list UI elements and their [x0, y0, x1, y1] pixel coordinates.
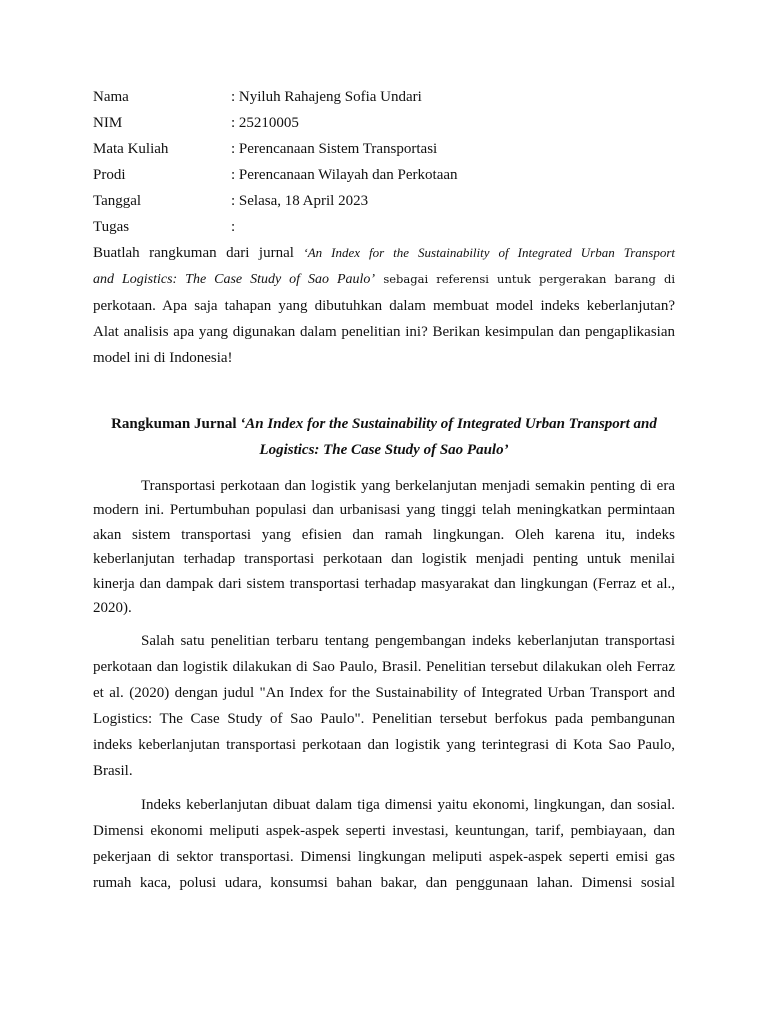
field-label: Prodi	[93, 167, 126, 183]
text-line: Dimensi ekonomi meliputi aspek-aspek seperti investasi, keuntungan, tarif, pembiayaan, dan	[93, 823, 675, 839]
field-prodi	[93, 162, 675, 188]
body-paragraph	[93, 474, 675, 620]
field-mata-kuliah	[93, 136, 675, 162]
text-line: rumah kaca, polusi udara, konsumsi bahan bakar, dan penggunaan lahan. Dimensi sosial	[93, 875, 675, 891]
text-line: keberlanjutan terhadap transportasi perkotaan dan logistik menjadi penting untuk menilai	[93, 551, 675, 568]
text-line: Logistics: The Case Study of Sao Paulo". Penelitian tersebut berfokus pada pembangunan	[93, 711, 675, 727]
text-line: Indeks keberlanjutan dibuat dalam tiga dimensi yaitu ekonomi, lingkungan, dan sosial.	[141, 797, 675, 813]
task-text: sebagai referensi untuk pergerakan barang di	[383, 272, 676, 286]
field-value: : Selasa, 18 April 2023	[231, 193, 369, 209]
journal-title-italic: ‘An Index for the Sustainability of Integrated Urban Transport	[303, 245, 675, 260]
heading-journal-title: ‘An Index for the Sustainability of Integrated Urban Transport and	[240, 416, 657, 432]
field-value: : Perencanaan Wilayah dan Perkotaan	[231, 167, 458, 183]
body-paragraph	[93, 792, 675, 896]
text-line: Brasil.	[93, 763, 133, 779]
student-info-fields	[93, 84, 675, 240]
field-label: Mata Kuliah	[93, 141, 169, 157]
heading-line	[93, 437, 675, 463]
task-text: Buatlah rangkuman dari jurnal	[93, 245, 294, 261]
heading-journal-title: Logistics: The Case Study of Sao Paulo’	[259, 442, 509, 458]
text-line: indeks keberlanjutan transportasi perkotaan dan logistik yang terintegrasi di Kota Sao Paulo,	[93, 737, 675, 753]
field-label: Tanggal	[93, 193, 142, 209]
text-line: pekerjaan di sektor transportasi. Dimensi lingkungan meliputi aspek-aspek seperti emisi gas	[93, 849, 675, 865]
text-line: Transportasi perkotaan dan logistik yang berkelanjutan menjadi semakin penting di era	[141, 478, 675, 494]
field-nim	[93, 110, 675, 136]
text-line: 2020).	[93, 600, 132, 617]
text-line: modern ini. Pertumbuhan populasi dan urbanisasi yang tinggi telah meningkatkan permintaan	[93, 502, 675, 519]
text-line	[93, 240, 675, 266]
field-value: : 25210005	[231, 115, 299, 131]
field-tugas	[93, 214, 675, 240]
text-line: kinerja dan dampak dari sistem transportasi terhadap masyarakat dan lingkungan (Ferraz et al.,	[93, 575, 675, 592]
field-value: :	[231, 219, 236, 235]
heading-line	[93, 411, 675, 437]
text-line	[93, 266, 675, 293]
text-line: Alat analisis apa yang digunakan dalam penelitian ini? Berikan kesimpulan dan pengaplikasian	[93, 324, 675, 340]
field-label: NIM	[93, 115, 123, 131]
text-line: Salah satu penelitian terbaru tentang pengembangan indeks keberlanjutan transportasi	[141, 633, 675, 649]
field-label: Tugas	[93, 219, 130, 235]
summary-heading	[93, 411, 675, 463]
field-nama	[93, 84, 675, 110]
field-label: Nama	[93, 89, 129, 105]
body-paragraph	[93, 628, 675, 784]
field-value: : Perencanaan Sistem Transportasi	[231, 141, 438, 157]
task-paragraph	[93, 240, 675, 371]
text-line: perkotaan dan logistik dilakukan di Sao Paulo, Brasil. Penelitian tersebut dilakukan oleh Ferraz	[93, 659, 675, 675]
text-line: et al. (2020) dengan judul "An Index for the Sustainability of Integrated Urban Transport and	[93, 685, 675, 701]
text-line: akan sistem transportasi yang efisien dan ramah lingkungan. Oleh karena itu, indeks	[93, 526, 675, 543]
journal-title-italic: and Logistics: The Case Study of Sao Paulo’	[93, 272, 376, 287]
text-line: model ini di Indonesia!	[93, 350, 233, 366]
heading-prefix: Rangkuman Jurnal	[111, 416, 237, 432]
field-tanggal	[93, 188, 675, 214]
field-value: : Nyiluh Rahajeng Sofia Undari	[231, 89, 422, 105]
text-line: perkotaan. Apa saja tahapan yang dibutuhkan dalam membuat model indeks keberlanjutan?	[93, 298, 675, 314]
